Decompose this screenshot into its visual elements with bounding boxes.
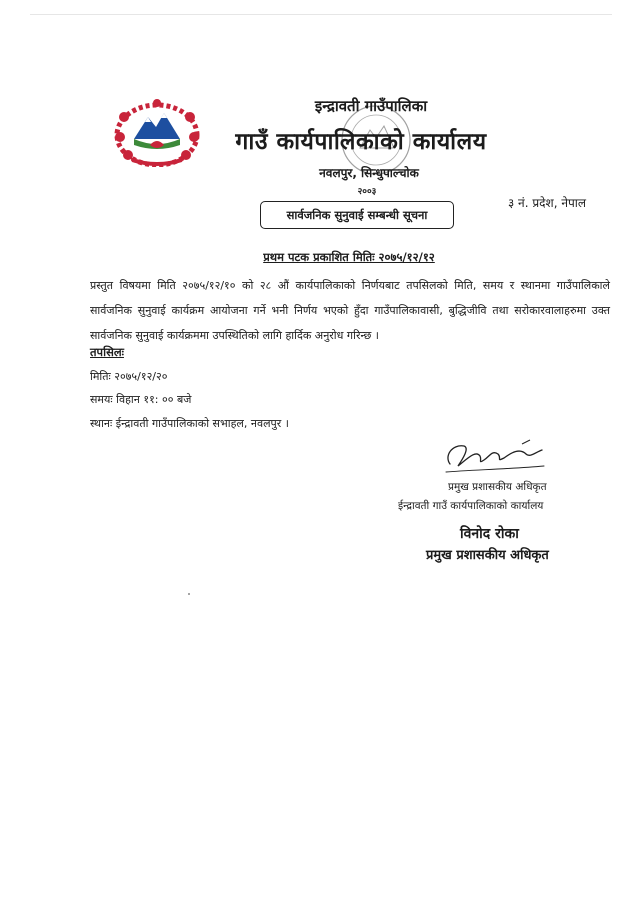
handwritten-signature [440, 436, 550, 478]
office-title: गाउँ कार्यपालिकाको कार्यालय [235, 129, 487, 155]
notice-body: प्रस्तुत विषयमा मिति २०७५/१२/१० को २८ औं कार्यपालिकाको निर्णयबाट तपसिलको मिति, समय र स्थानमा गाउँपालिकाले सार्वजनिक सुनुवाई कार्यक्रम आयोजना गर्ने भनी निर्णय भएको हुँदा गाउँपालिकावासी, बुद्धिजीवि तथा सरोकारवालाहरुमा उक्त सार्वजनिक सुनुवाई कार्यक्रममा उपस्थितिको लागि हार्दिक अनुरोध गरिन्छ । [90, 279, 610, 342]
scan-speck [188, 593, 190, 595]
signatory-office: ईन्द्रावती गाउँ कार्यपालिकाको कार्यालय [398, 500, 544, 512]
signatory-title: प्रमुख प्रशासकीय अधिकृत [448, 481, 547, 493]
published-date-line: प्रथम पटक प्रकाशित मितिः २०७५/१२/१२ [263, 250, 435, 264]
province-label: ३ नं. प्रदेश, नेपाल [508, 196, 587, 210]
office-address: नवलपुर, सिन्धुपाल्चोक [319, 166, 419, 180]
detail-time: समयः विहान ११: ०० बजे [90, 393, 192, 406]
details-heading: तपसिलः [90, 345, 124, 359]
signatory-title-stamp: प्रमुख प्रशासकीय अधिकृत [426, 548, 549, 563]
rural-municipality-name: इन्द्रावती गाउँपालिका [314, 97, 428, 115]
detail-date: मितिः २०७५/१२/२० [90, 370, 168, 383]
top-divider [30, 14, 612, 15]
establishment-year: २००३ [357, 187, 377, 197]
detail-place: स्थानः ईन्द्रावती गाउँपालिकाको सभाहल, नवलपुर । [90, 417, 289, 430]
signatory-name-stamp: विनोद रोका [460, 526, 519, 542]
notice-title-box: सार्वजनिक सुनुवाई सम्बन्धी सूचना [260, 201, 454, 229]
